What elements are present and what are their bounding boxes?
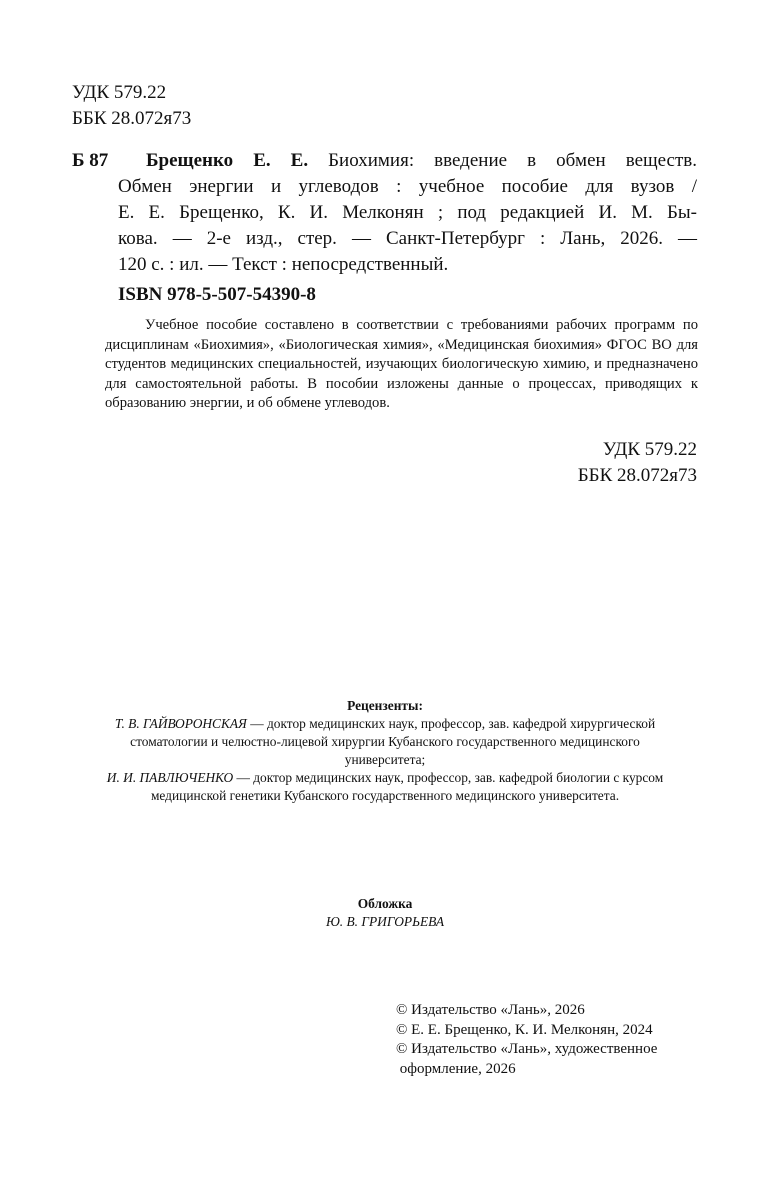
reviewer-1-name: Т. В. ГАЙВОРОНСКАЯ <box>114 716 247 731</box>
reviewer-2-name: И. И. ПАВЛЮЧЕНКО <box>106 770 234 785</box>
copyright-1: © Издательство «Лань», 2026 <box>396 1002 585 1018</box>
reviewer-1 <box>60 715 710 733</box>
entry-line-5: 120 с. : ил. — Текст : непосредственный. <box>118 254 449 275</box>
entry-author: Брещенко Е. Е. <box>146 150 309 171</box>
reviewer-2 <box>60 769 710 787</box>
reviewers-heading: Рецензенты: <box>347 698 423 713</box>
abstract: Учебное пособие составлено в соответствии с требованиями рабочих программ по дисциплинам «Биохимия», «Биологическая химия», «Медицинская биохимия» ФГОС ВО для студентов медицинских специальностей, изучающих биологическую химию, и предназначено для самостоятельной работы. В пособии изложены данные о процессах, приводящих к образованию энергии, и об обмене углеводов. <box>105 317 698 412</box>
entry-line-2: Обмен энергии и углеводов : учебное пособие для вузов / <box>118 176 697 197</box>
udk-bottom: УДК 579.22 <box>602 439 697 460</box>
reviewer-2-text: — доктор медицинских наук, профессор, зав. кафедрой биологии с курсом <box>233 770 664 785</box>
reviewer-1-line-3: университета; <box>344 752 426 767</box>
reviewer-1-line-2: стоматологии и челюстно-лицевой хирургии Кубанского государственного медицинского <box>130 734 640 749</box>
bbk-top: ББК 28.072я73 <box>72 108 192 129</box>
reviewer-1-text: — доктор медицинских наук, профессор, зав. кафедрой хирургической <box>246 716 656 731</box>
entry-title: Биохимия: введение в обмен веществ. <box>328 150 698 171</box>
cover-designer: Ю. В. ГРИГОРЬЕВА <box>325 914 445 929</box>
catalog-code: Б 87 <box>72 150 109 171</box>
copyright-3-cont: оформление, 2026 <box>396 1060 516 1077</box>
reviewer-2-line-2: медицинской генетики Кубанского государственного медицинского университета. <box>150 788 620 803</box>
entry-line-4: кова. — 2-е изд., стер. — Санкт-Петербург : Лань, 2026. — <box>118 228 697 249</box>
copyright-2: © Е. Е. Брещенко, К. И. Мелконян, 2024 <box>396 1021 653 1038</box>
udk-top: УДК 579.22 <box>72 82 167 103</box>
bbk-bottom: ББК 28.072я73 <box>577 465 697 486</box>
isbn: ISBN 978-5-507-54390-8 <box>118 284 316 305</box>
entry-line-1 <box>146 148 697 174</box>
copyright-3: © Издательство «Лань», художественное <box>396 1041 658 1057</box>
cover-heading: Обложка <box>357 896 413 911</box>
entry-line-3: Е. Е. Брещенко, К. И. Мелконян ; под редакцией И. М. Бы- <box>118 202 697 223</box>
